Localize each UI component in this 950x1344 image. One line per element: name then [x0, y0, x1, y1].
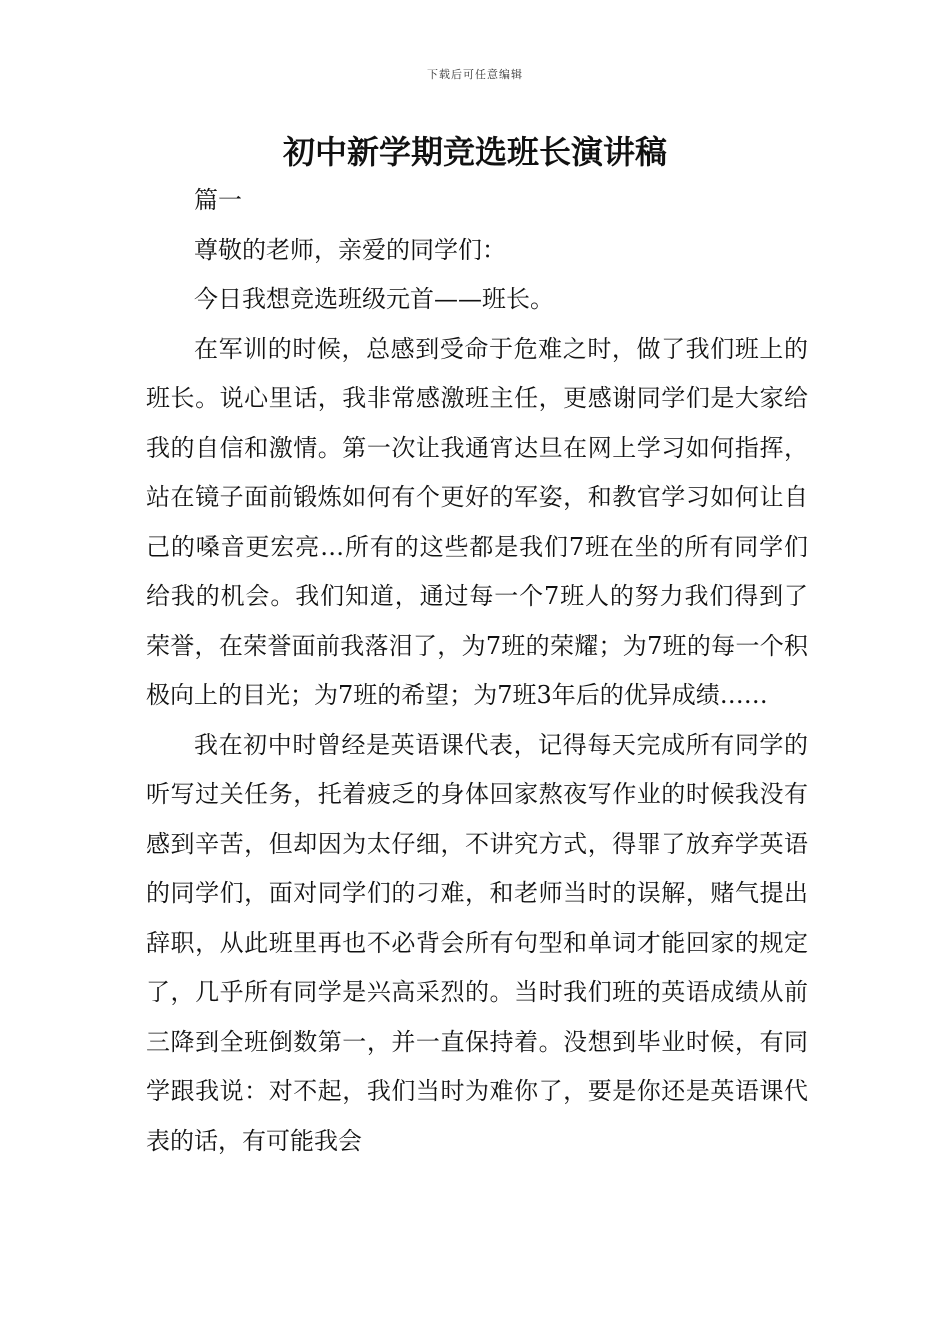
body-paragraph: 我在初中时曾经是英语课代表，记得每天完成所有同学的听写过关任务，托着疲乏的身体回家熬夜写作业的时候我没有感到辛苦，但却因为太仔细，不讲究方式，得罪了放弃学英语的同学们，面对同学们的刁难，和老师当时的误解，赌气提出辞职，从此班里再也不必背会所有句型和单词才能回家的规定了，几乎所有同学是兴高采烈的。当时我们班的英语成绩从前三降到全班倒数第一，并一直保持着。没想到毕业时候，有同学跟我说：对不起，我们当时为难你了，要是你还是英语课代表的话，有可能我会 — [146, 730, 808, 1155]
body-paragraph: 在军训的时候，总感到受命于危难之时，做了我们班上的班长。说心里话，我非常感激班主任，更感谢同学们是大家给我的自信和激情。第一次让我通宵达旦在网上学习如何指挥，站在镜子面前锻炼如何有个更好的军姿，和教官学习如何让自己的嗓音更宏亮…所有的这些都是我们7班在坐的所有同学们给我的机会。我们知道，通过每一个7班人的努力我们得到了荣誉，在荣誉面前我落泪了，为7班的荣耀；为7班的每一个积极向上的目光；为7班的希望；为7班3年后的优异成绩…… — [146, 334, 808, 709]
document-body — [146, 176, 808, 1166]
section-label: 篇一 — [194, 186, 242, 214]
intro-paragraph: 今日我想竞选班级元首——班长。 — [194, 285, 554, 313]
document-title: 初中新学期竞选班长演讲稿 — [282, 133, 667, 171]
salutation: 尊敬的老师，亲爱的同学们： — [194, 235, 506, 264]
header-note: 下载后可任意编辑 — [427, 68, 523, 81]
